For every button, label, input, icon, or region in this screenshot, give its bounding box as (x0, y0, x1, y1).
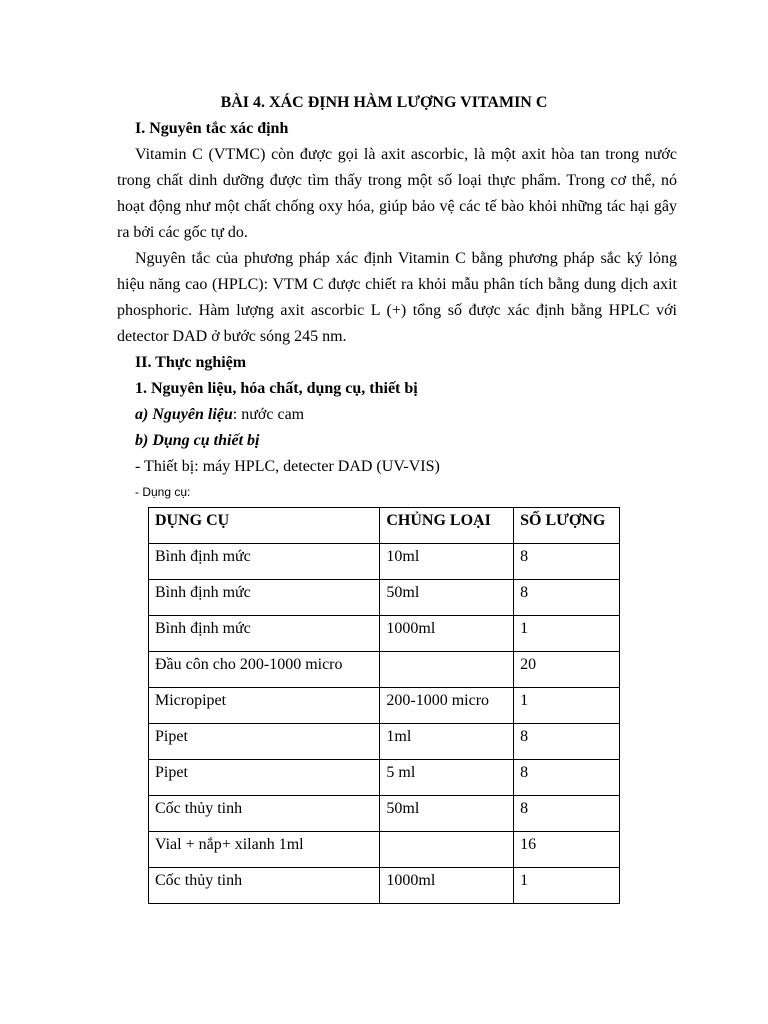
table-row (149, 544, 620, 580)
table-cell-tool: Bình định mức (149, 580, 380, 616)
paragraph-vitamin-c-intro: Vitamin C (VTMC) còn được gọi là axit ascorbic, là một axit hòa tan trong nước trong chất dinh dưỡng được tìm thấy trong một số loại thực phẩm. Trong cơ thể, nó hoạt động như một chất chống oxy hóa, giúp bảo vệ các tế bào khỏi những tác hại gây ra bởi các gốc tự do. (117, 146, 677, 241)
table-cell-tool: Đầu côn cho 200-1000 micro (149, 652, 380, 688)
subheading-materials: 1. Nguyên liệu, hóa chất, dụng cụ, thiết bị (135, 380, 418, 397)
document-title: BÀI 4. XÁC ĐỊNH HÀM LƯỢNG VITAMIN C (220, 94, 548, 111)
table-row (149, 724, 620, 760)
table-cell-quantity: 8 (514, 724, 620, 760)
table-cell-type: 200-1000 micro (380, 688, 514, 724)
item-raw-material (135, 404, 304, 426)
table-cell-quantity: 8 (514, 580, 620, 616)
table-cell-type: 50ml (380, 580, 514, 616)
table-cell-type: 1000ml (380, 616, 514, 652)
paragraph-hplc-principle: Nguyên tắc của phương pháp xác định Vitamin C bằng phương pháp sắc ký lỏng hiệu năng cao (HPLC): VTM C được chiết ra khỏi mẫu phân tích bằng dung dịch axit phosphoric. Hàm lượng axit ascorbic L (+) tổng số được xác định bằng HPLC với detector DAD ở bước sóng 245 nm. (117, 250, 677, 345)
item-raw-material-label: a) Nguyên liệu (135, 406, 233, 423)
table-row (149, 832, 620, 868)
table-cell-type (380, 652, 514, 688)
table-cell-tool: Bình định mức (149, 544, 380, 580)
table-row (149, 796, 620, 832)
table-cell-tool: Cốc thủy tinh (149, 796, 380, 832)
table-cell-quantity: 1 (514, 868, 620, 904)
table-cell-type: 10ml (380, 544, 514, 580)
table-cell-tool: Cốc thủy tinh (149, 868, 380, 904)
table-cell-type: 50ml (380, 796, 514, 832)
equipment-line: - Thiết bị: máy HPLC, detecter DAD (UV-VIS) (135, 458, 440, 475)
table-cell-quantity: 20 (514, 652, 620, 688)
table-cell-tool: Pipet (149, 760, 380, 796)
table-row (149, 616, 620, 652)
table-header-type: CHỦNG LOẠI (380, 508, 514, 544)
tools-table (148, 507, 620, 904)
table-cell-quantity: 8 (514, 544, 620, 580)
item-equipment-label: b) Dụng cụ thiết bị (135, 432, 260, 449)
table-cell-type: 1ml (380, 724, 514, 760)
table-row (149, 688, 620, 724)
table-header-row (149, 508, 620, 544)
table-cell-quantity: 8 (514, 760, 620, 796)
tools-line: - Dụng cụ: (135, 485, 191, 499)
table-cell-quantity: 1 (514, 688, 620, 724)
table-row (149, 652, 620, 688)
table-cell-quantity: 1 (514, 616, 620, 652)
table-cell-type: 5 ml (380, 760, 514, 796)
table-header-tool: DỤNG CỤ (149, 508, 380, 544)
item-raw-material-value: : nước cam (232, 406, 305, 423)
table-cell-quantity: 16 (514, 832, 620, 868)
table-cell-type: 1000ml (380, 868, 514, 904)
table-cell-quantity: 8 (514, 796, 620, 832)
table-header-quantity: SỐ LƯỢNG (514, 508, 620, 544)
section-heading-principle: I. Nguyên tắc xác định (135, 120, 289, 137)
table-row (149, 760, 620, 796)
section-heading-experiment: II. Thực nghiệm (135, 354, 247, 371)
table-row (149, 580, 620, 616)
table-row (149, 868, 620, 904)
table-cell-type (380, 832, 514, 868)
table-cell-tool: Bình định mức (149, 616, 380, 652)
table-cell-tool: Pipet (149, 724, 380, 760)
table-cell-tool: Vial + nắp+ xilanh 1ml (149, 832, 380, 868)
table-cell-tool: Micropipet (149, 688, 380, 724)
item-equipment-heading (135, 430, 259, 452)
